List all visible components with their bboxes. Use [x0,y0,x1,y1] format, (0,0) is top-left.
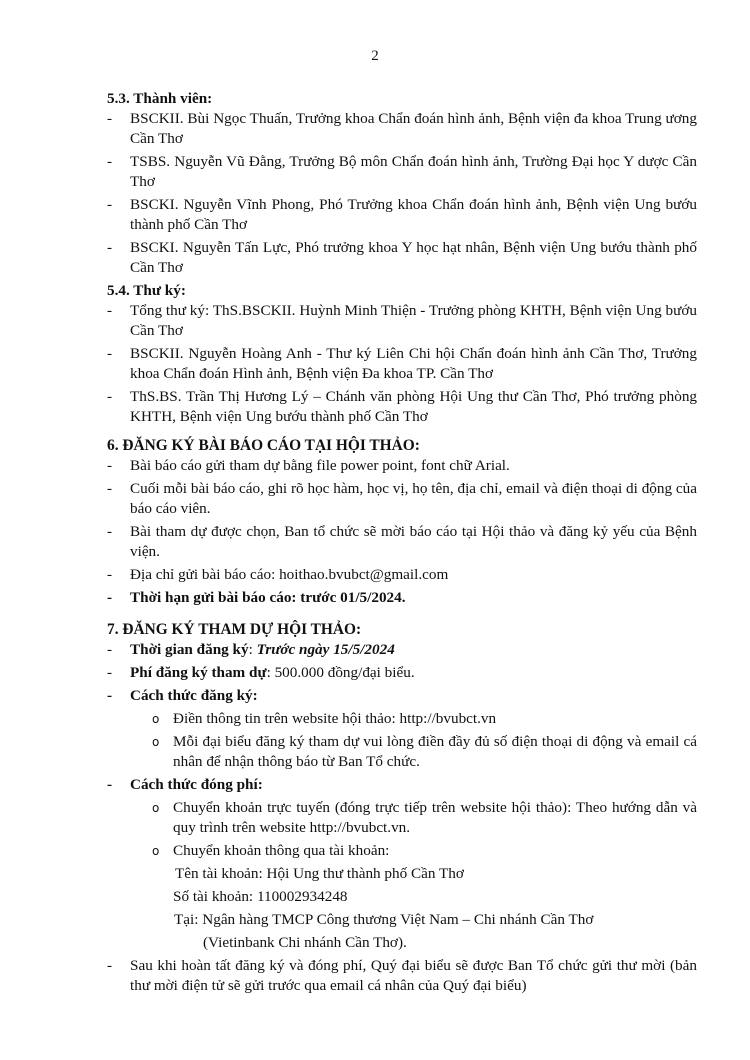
list-item [107,456,697,476]
bullet-dash: - [107,110,113,127]
bullet-dash: - [107,345,113,362]
registration-time-value: Trước ngày 15/5/2024 [256,641,395,658]
list-item [107,195,697,235]
list-item [107,663,697,683]
list-item [107,588,697,608]
member-4: BSCKI. Nguyễn Tấn Lực, Phó trưởng khoa Y học hạt nhân, Bệnh viện Ung bướu thành phố Cần Thơ [130,239,697,276]
bullet-dash: - [107,196,113,213]
section-5-4-heading: 5.4. Thư ký: [107,282,186,299]
page-number: 2 [371,48,379,64]
bullet-dash: - [107,153,113,170]
section-7-heading: 7. ĐĂNG KÝ THAM DỰ HỘI THẢO: [107,621,362,638]
list-item [107,775,697,795]
registration-time-sep: : [248,641,257,658]
list-item [107,565,697,585]
bullet-dash: - [107,457,113,474]
bullet-circle: o [152,735,160,749]
final-note: Sau khi hoàn tất đăng ký và đóng phí, Quý đại biểu sẽ được Ban Tổ chức gửi thư mời (bản thư mời điện tử sẽ gửi trước qua email cá nhân của Quý đại biểu) [130,957,697,994]
bullet-dash: - [107,589,113,606]
list-item [107,640,697,660]
member-3: BSCKI. Nguyễn Vĩnh Phong, Phó Trưởng khoa Chẩn đoán hình ảnh, Bệnh viện Ung bướu thành phố Cần Thơ [130,196,697,233]
list-item [107,301,697,341]
sub-list-item [107,732,697,772]
bullet-dash: - [107,523,113,540]
bullet-dash: - [107,641,113,658]
list-item [107,344,697,384]
submission-rule-3: Bài tham dự được chọn, Ban tổ chức sẽ mời báo cáo tại Hội thảo và đăng kỷ yếu của Bệnh viện. [130,523,697,560]
registration-method-2: Mỗi đại biểu đăng ký tham dự vui lòng điền đầy đủ số điện thoại di động và email cá nhân để nhận thông báo từ Ban Tổ chức. [173,733,697,770]
bullet-dash: - [107,957,113,974]
list-item [107,686,697,706]
bullet-dash: - [107,776,113,793]
registration-method-1: Điền thông tin trên website hội thảo: http://bvubct.vn [173,710,497,727]
submission-deadline: Thời hạn gửi bài báo cáo: trước 01/5/2024. [130,589,406,606]
submission-address: Địa chỉ gửi bài báo cáo: hoithao.bvubct@gmail.com [130,566,449,583]
payment-method-label: Cách thức đóng phí: [130,776,263,793]
list-item [107,956,697,996]
bullet-circle: o [152,712,160,726]
bullet-dash: - [107,566,113,583]
page-content [107,89,697,999]
secretary-1: Tổng thư ký: ThS.BSCKII. Huỳnh Minh Thiện - Trưởng phòng KHTH, Bệnh viện Ung bướu Cần Thơ [130,302,697,339]
payment-method-1: Chuyển khoản trực tuyến (đóng trực tiếp trên website hội thảo): Theo hướng dẫn và quy trình trên website http://bvubct.vn. [173,799,697,836]
list-item [107,387,697,427]
payment-method-2: Chuyển khoản thông qua tài khoản: [173,842,390,859]
bank-name: Tại: Ngân hàng TMCP Công thương Việt Nam – Chi nhánh Cần Thơ [174,911,594,928]
member-1: BSCKII. Bùi Ngọc Thuấn, Trưởng khoa Chẩn đoán hình ảnh, Bệnh viện đa khoa Trung ương Cần Thơ [130,110,697,147]
bullet-dash: - [107,480,113,497]
submission-rule-2: Cuối mỗi bài báo cáo, ghi rõ học hàm, học vị, họ tên, địa chỉ, email và điện thoại di động của báo cáo viên. [130,480,697,517]
member-2: TSBS. Nguyễn Vũ Đằng, Trưởng Bộ môn Chẩn đoán hình ảnh, Trường Đại học Y dược Cần Thơ [130,153,697,190]
sub-list-item [107,798,697,838]
registration-method-label: Cách thức đăng ký: [130,687,258,704]
bullet-dash: - [107,302,113,319]
list-item [107,479,697,519]
submission-rule-1: Bài báo cáo gửi tham dự bằng file power point, font chữ Arial. [130,457,510,474]
bullet-circle: o [152,801,160,815]
bullet-dash: - [107,388,113,405]
bullet-dash: - [107,239,113,256]
sub-list-item [107,709,697,729]
fee-value: : 500.000 đồng/đại biểu. [266,664,415,681]
bullet-dash: - [107,687,113,704]
bullet-dash: - [107,664,113,681]
bullet-circle: o [152,844,160,858]
section-5-3-heading: 5.3. Thành viên: [107,90,213,107]
account-number: Số tài khoản: 110002934248 [173,888,348,905]
registration-time-label: Thời gian đăng ký [130,641,249,658]
fee-label: Phí đăng ký tham dự [130,664,267,681]
secretary-2: BSCKII. Nguyễn Hoàng Anh - Thư ký Liên Chi hội Chẩn đoán hình ảnh Cần Thơ, Trưởng khoa Chẩn đoán Hình ảnh, Bệnh viện Đa khoa TP. Cần Thơ [130,345,697,382]
account-name: Tên tài khoản: Hội Ung thư thành phố Cần Thơ [175,865,464,882]
secretary-3: ThS.BS. Trần Thị Hương Lý – Chánh văn phòng Hội Ung thư Cần Thơ, Phó trưởng phòng KHTH, Bệnh viện Ung bướu thành phố Cần Thơ [130,388,697,425]
list-item [107,238,697,278]
section-6-heading: 6. ĐĂNG KÝ BÀI BÁO CÁO TẠI HỘI THẢO: [107,437,420,454]
bank-short-name: (Vietinbank Chi nhánh Cần Thơ). [203,934,407,951]
list-item [107,522,697,562]
list-item [107,152,697,192]
sub-list-item [107,841,697,861]
list-item [107,109,697,149]
